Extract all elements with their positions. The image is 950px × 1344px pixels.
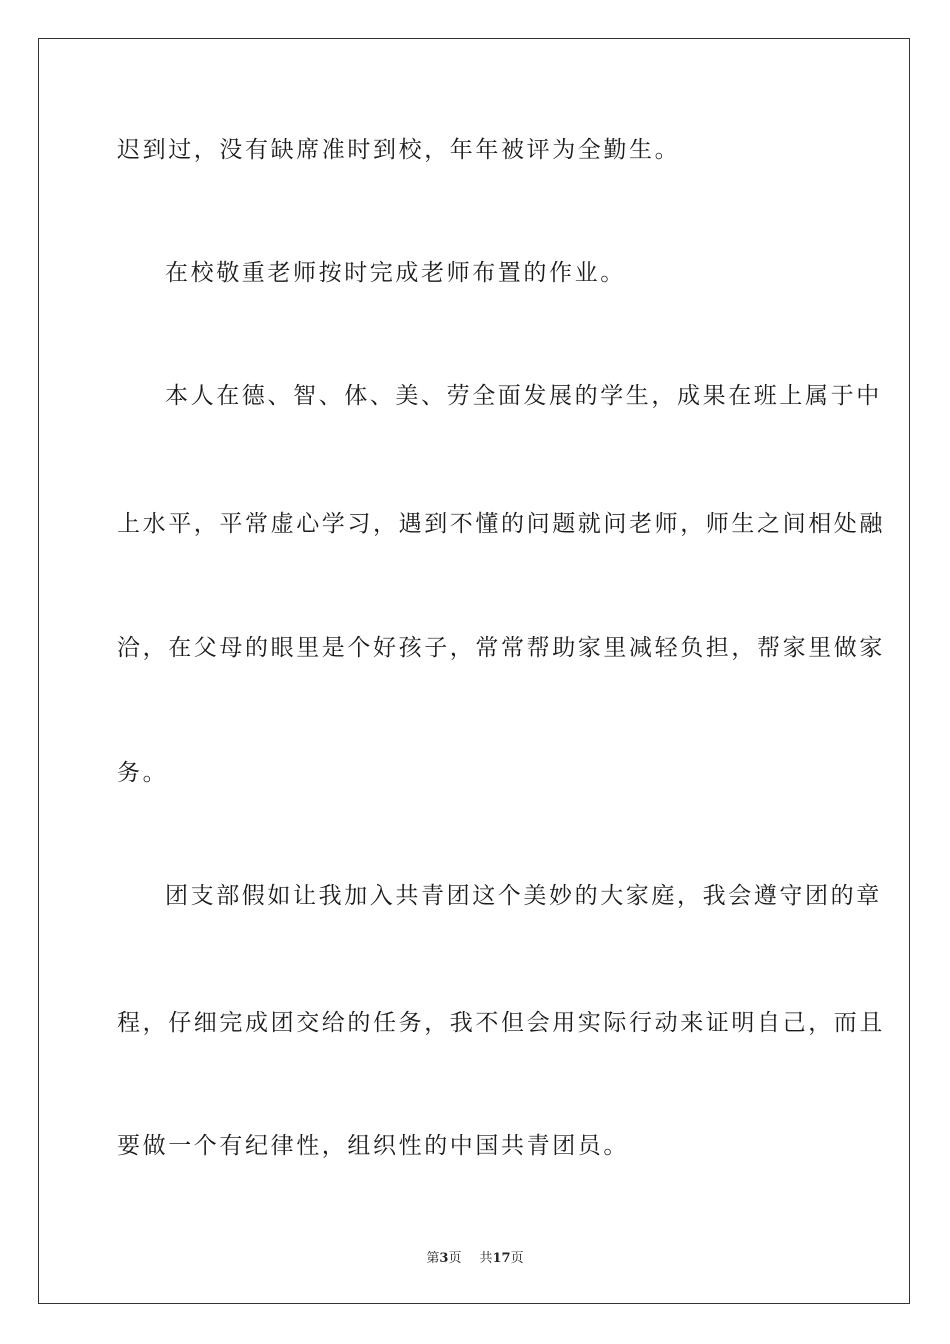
paragraph-line-4: 上水平，平常虚心学习，遇到不懂的问题就问老师，师生之间相处融 — [117, 511, 885, 537]
paragraph-line-7: 团支部假如让我加入共青团这个美妙的大家庭，我会遵守团的章 — [165, 883, 882, 909]
page-number: 3 — [439, 1251, 449, 1266]
page-prefix: 第 — [426, 1251, 440, 1266]
paragraph-line-6: 务。 — [117, 760, 169, 786]
page-border — [38, 38, 910, 1304]
total-prefix: 共 — [479, 1251, 493, 1266]
page-suffix: 页 — [448, 1251, 462, 1266]
total-pages: 17 — [492, 1251, 511, 1266]
total-suffix: 页 — [510, 1251, 524, 1266]
paragraph-line-5: 洽，在父母的眼里是个好孩子，常常帮助家里减轻负担，帮家里做家 — [117, 635, 885, 661]
paragraph-line-8: 程，仔细完成团交给的任务，我不但会用实际行动来证明自己，而且 — [117, 1010, 885, 1036]
paragraph-line-1: 迟到过，没有缺席准时到校，年年被评为全勤生。 — [117, 137, 681, 163]
paragraph-line-2: 在校敬重老师按时完成老师布置的作业。 — [165, 260, 626, 286]
paragraph-line-3: 本人在德、智、体、美、劳全面发展的学生，成果在班上属于中 — [165, 383, 882, 409]
paragraph-line-9: 要做一个有纪律性，组织性的中国共青团员。 — [117, 1133, 629, 1159]
page-footer — [0, 1247, 950, 1266]
